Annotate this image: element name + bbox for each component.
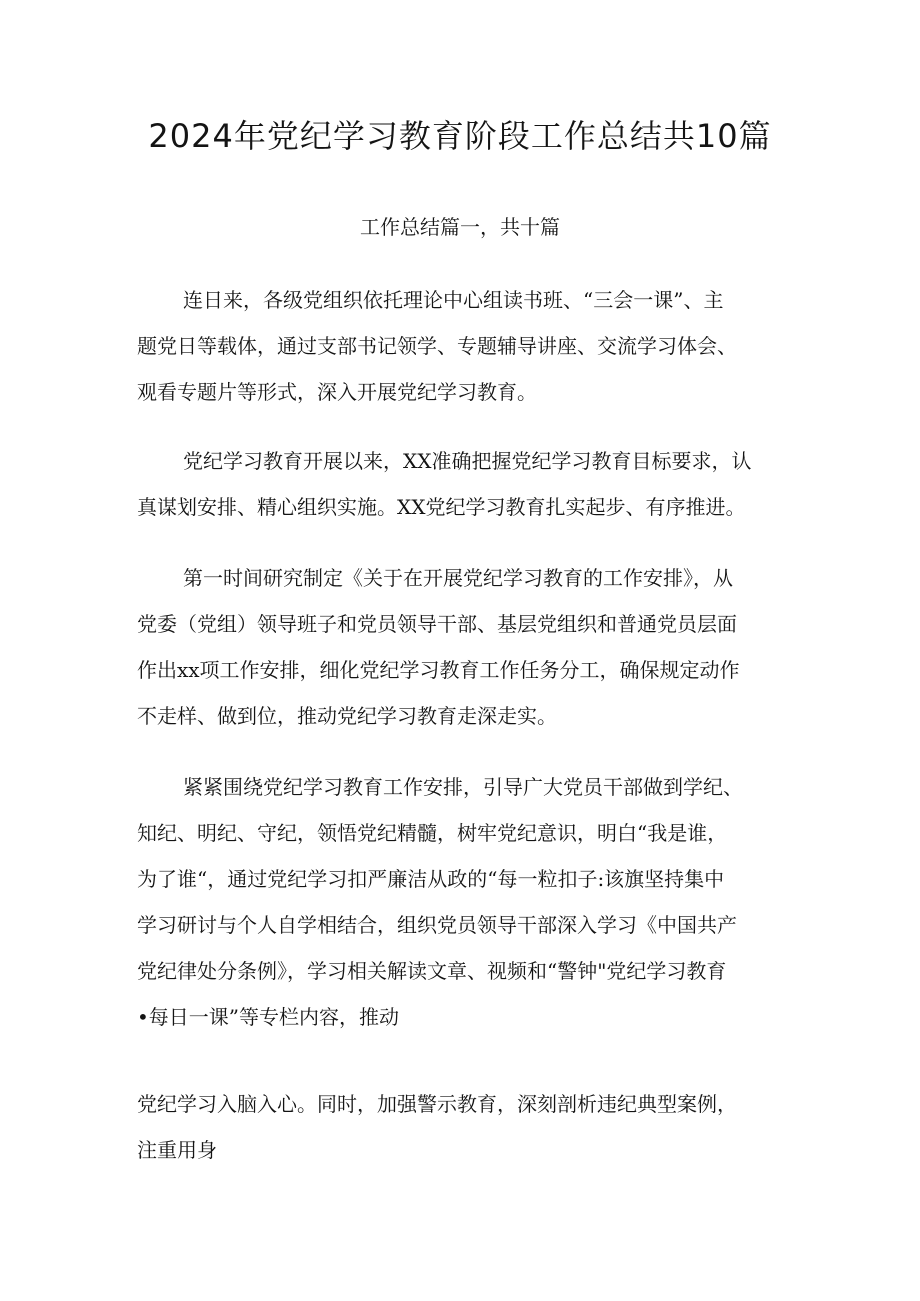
paragraph-line: 党纪学习教育开展以来，XX准确把握党纪学习教育目标要求，认 bbox=[183, 449, 752, 473]
paragraph-line: 连日来，各级党组织依托理论中心组读书班、“三会一课”、主 bbox=[183, 288, 724, 312]
paragraph-3 bbox=[137, 555, 797, 739]
paragraph-line: 紧紧围绕党纪学习教育工作安排，引导广大党员干部做到学纪、 bbox=[183, 775, 743, 799]
paragraph-4 bbox=[137, 764, 797, 1040]
paragraph-1 bbox=[137, 277, 797, 415]
paragraph-line: 第一时间研究制定《关于在开展党纪学习教育的工作安排》，从 bbox=[183, 566, 733, 590]
paragraph-2 bbox=[137, 438, 797, 530]
paragraph-line: 作出xx项工作安排，细化党纪学习教育工作任务分工，确保规定动作 bbox=[137, 658, 740, 682]
paragraph-line: 观看专题片等形式，深入开展党纪学习教育。 bbox=[137, 380, 537, 404]
paragraph-line: •每日一课”等专栏内容，推动 bbox=[137, 1005, 400, 1029]
document-title: 2024年党纪学习教育阶段工作总结共10篇 bbox=[148, 117, 772, 155]
paragraph-line: 为了谁“，通过党纪学习扣严廉洁从政的“每一粒扣子:该旗坚持集中 bbox=[137, 867, 725, 891]
paragraph-line: 注重用身 bbox=[137, 1138, 217, 1162]
paragraph-line: 党纪律处分条例》，学习相关解读文章、视频和“警钟"党纪学习教育 bbox=[137, 959, 727, 983]
paragraph-line: 党委（党组）领导班子和党员领导干部、基层党组织和普通党员层面 bbox=[137, 612, 737, 636]
paragraph-line: 题党日等载体，通过支部书记领学、专题辅导讲座、交流学习体会、 bbox=[137, 334, 737, 358]
paragraph-5 bbox=[137, 1081, 797, 1173]
paragraph-line: 知纪、明纪、守纪，领悟党纪精髓，树牢党纪意识，明白“我是谁， bbox=[137, 821, 728, 845]
document-subtitle: 工作总结篇一，共十篇 bbox=[360, 215, 560, 239]
paragraph-line: 学习研讨与个人自学相结合，组织党员领导干部深入学习《中国共产 bbox=[137, 913, 737, 937]
paragraph-line: 党纪学习入脑入心。同时，加强警示教育，深刻剖析违纪典型案例， bbox=[137, 1092, 737, 1116]
paragraph-line: 不走样、做到位，推动党纪学习教育走深走实。 bbox=[137, 704, 557, 728]
paragraph-line: 真谋划安排、精心组织实施。XX党纪学习教育扎实起步、有序推进。 bbox=[137, 495, 746, 519]
